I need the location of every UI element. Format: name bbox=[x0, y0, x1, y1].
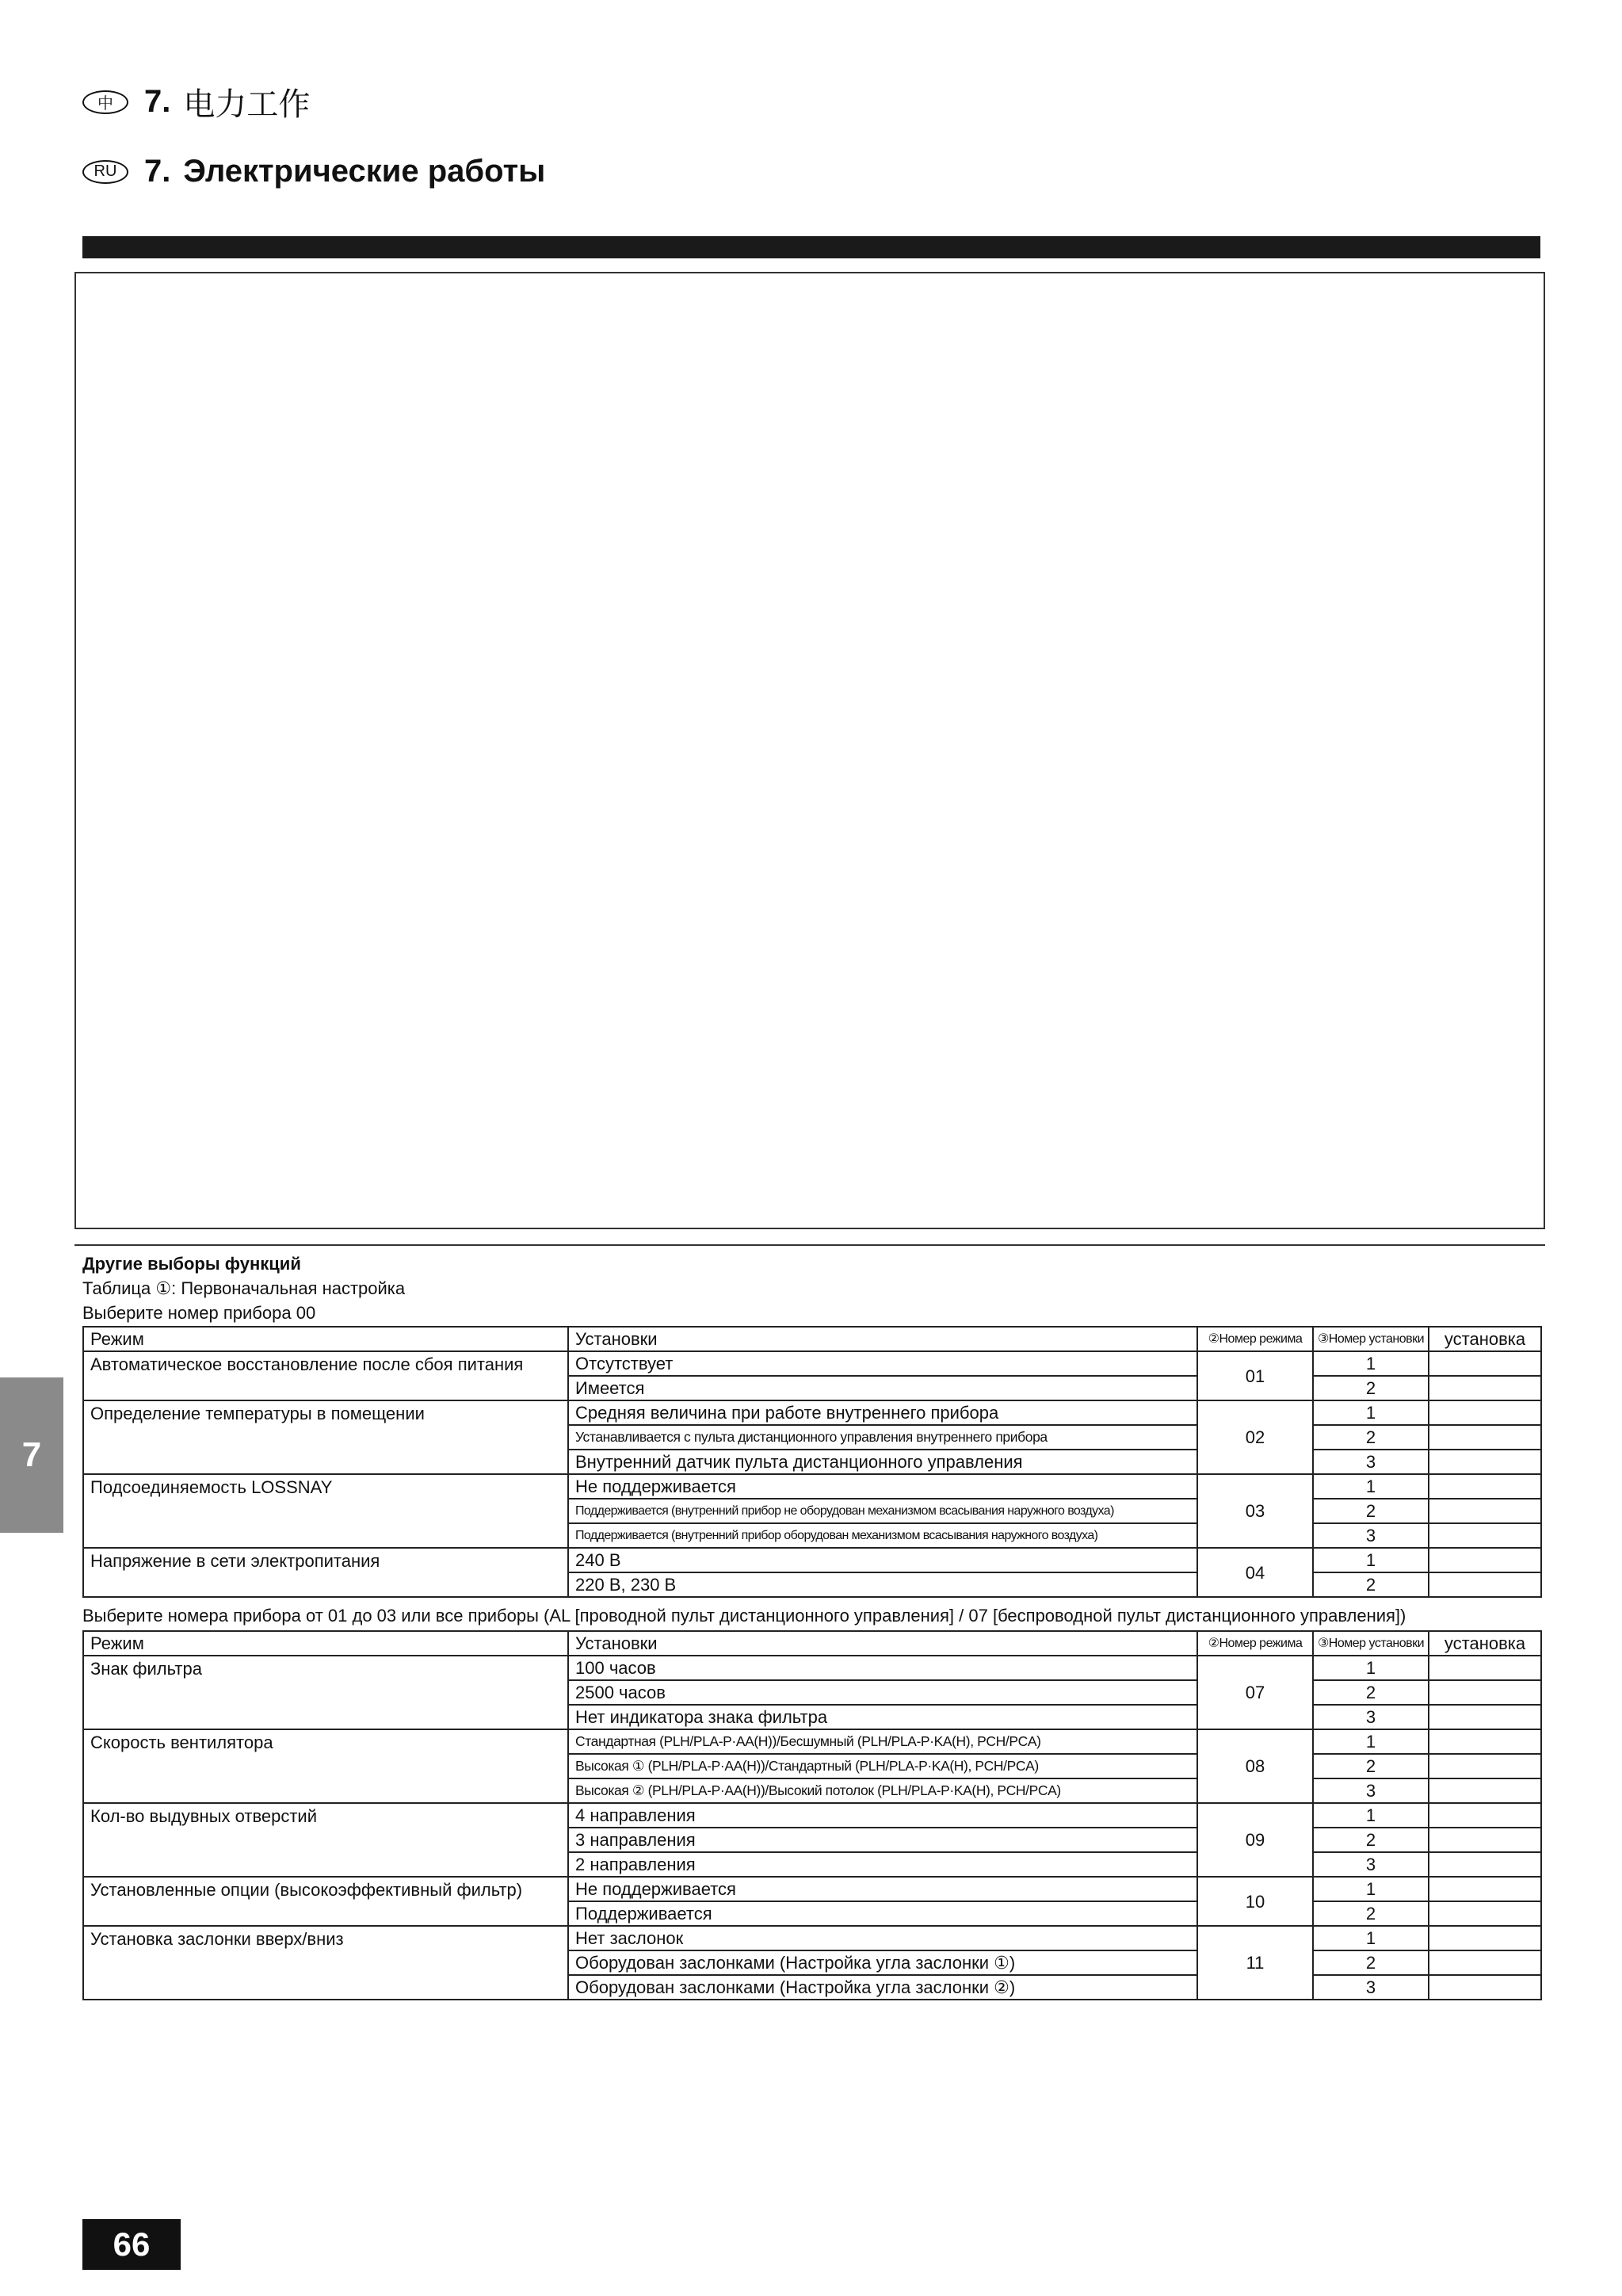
setting-number-cell: 1 bbox=[1313, 1803, 1429, 1828]
language-badge-zh: 中 bbox=[82, 90, 128, 114]
setting-number-cell: 1 bbox=[1313, 1926, 1429, 1950]
setting-cell: 4 направления bbox=[568, 1803, 1197, 1828]
col-install: установка bbox=[1429, 1327, 1541, 1351]
mode-number-cell: 02 bbox=[1197, 1400, 1313, 1474]
setting-cell: 3 направления bbox=[568, 1828, 1197, 1852]
mode-cell: Кол-во выдувных отверстий bbox=[83, 1803, 568, 1877]
section-number-ru: 7. bbox=[144, 154, 171, 189]
setting-cell: 2 направления bbox=[568, 1852, 1197, 1877]
install-check-cell[interactable] bbox=[1429, 1376, 1541, 1400]
install-check-cell[interactable] bbox=[1429, 1926, 1541, 1950]
col-mode: Режим bbox=[83, 1631, 568, 1656]
mode-cell: Автоматическое восстановление после сбоя питания bbox=[83, 1351, 568, 1400]
install-check-cell[interactable] bbox=[1429, 1351, 1541, 1376]
setting-number-cell: 1 bbox=[1313, 1351, 1429, 1376]
install-check-cell[interactable] bbox=[1429, 1778, 1541, 1803]
setting-cell: Поддерживается (внутренний прибор оборудован механизмом всасывания наружного воздуха) bbox=[568, 1523, 1197, 1548]
mode-cell: Определение температуры в помещении bbox=[83, 1400, 568, 1474]
unit-select-01-03: Выберите номера прибора от 01 до 03 или все приборы (AL [проводной пульт дистанционного управления] / 07 [беспроводной пульт дистанционного управления]) bbox=[82, 1606, 1406, 1626]
setting-cell: 240 В bbox=[568, 1548, 1197, 1572]
setting-cell: Внутренний датчик пульта дистанционного управления bbox=[568, 1450, 1197, 1474]
install-check-cell[interactable] bbox=[1429, 1450, 1541, 1474]
setting-cell: Не поддерживается bbox=[568, 1877, 1197, 1901]
col-setting-no: ③Номер установки bbox=[1313, 1327, 1429, 1351]
install-check-cell[interactable] bbox=[1429, 1425, 1541, 1450]
col-mode-no: ②Номер режима bbox=[1197, 1327, 1313, 1351]
function-table-2 bbox=[82, 1630, 1542, 2000]
setting-number-cell: 1 bbox=[1313, 1548, 1429, 1572]
setting-number-cell: 2 bbox=[1313, 1425, 1429, 1450]
col-mode-no: ②Номер режима bbox=[1197, 1631, 1313, 1656]
install-check-cell[interactable] bbox=[1429, 1548, 1541, 1572]
install-check-cell[interactable] bbox=[1429, 1705, 1541, 1729]
setting-number-cell: 3 bbox=[1313, 1705, 1429, 1729]
install-check-cell[interactable] bbox=[1429, 1680, 1541, 1705]
language-badge-ru: RU bbox=[82, 160, 128, 184]
install-check-cell[interactable] bbox=[1429, 1803, 1541, 1828]
setting-number-cell: 1 bbox=[1313, 1729, 1429, 1754]
table-row bbox=[83, 1400, 1541, 1425]
setting-cell: Стандартная (PLH/PLA-P·AA(H))/Бесшумный (PLH/PLA-P·KA(H), PCH/PCA) bbox=[568, 1729, 1197, 1754]
unit-select-00: Выберите номер прибора 00 bbox=[82, 1303, 316, 1323]
page-number: 66 bbox=[82, 2219, 181, 2270]
setting-cell: Средняя величина при работе внутреннего прибора bbox=[568, 1400, 1197, 1425]
col-settings: Установки bbox=[568, 1631, 1197, 1656]
header-bar bbox=[82, 236, 1540, 258]
install-check-cell[interactable] bbox=[1429, 1656, 1541, 1680]
mode-cell: Напряжение в сети электропитания bbox=[83, 1548, 568, 1597]
col-install: установка bbox=[1429, 1631, 1541, 1656]
mode-cell: Подсоединяемость LOSSNAY bbox=[83, 1474, 568, 1548]
table-caption: Таблица ①: Первоначальная настройка bbox=[82, 1278, 406, 1298]
table-row bbox=[83, 1877, 1541, 1901]
setting-number-cell: 2 bbox=[1313, 1572, 1429, 1597]
install-check-cell[interactable] bbox=[1429, 1754, 1541, 1778]
table-header-row bbox=[83, 1631, 1541, 1656]
setting-cell: 100 часов bbox=[568, 1656, 1197, 1680]
setting-number-cell: 3 bbox=[1313, 1450, 1429, 1474]
setting-cell: Не поддерживается bbox=[568, 1474, 1197, 1499]
setting-number-cell: 1 bbox=[1313, 1877, 1429, 1901]
function-table-1 bbox=[82, 1326, 1542, 1598]
mode-number-cell: 07 bbox=[1197, 1656, 1313, 1729]
section-header-zh bbox=[82, 79, 310, 124]
setting-number-cell: 2 bbox=[1313, 1499, 1429, 1523]
table-row bbox=[83, 1729, 1541, 1754]
setting-number-cell: 3 bbox=[1313, 1523, 1429, 1548]
section-header-ru bbox=[82, 154, 545, 189]
install-check-cell[interactable] bbox=[1429, 1499, 1541, 1523]
setting-cell: Нет индикатора знака фильтра bbox=[568, 1705, 1197, 1729]
setting-cell: Оборудован заслонками (Настройка угла заслонки ②) bbox=[568, 1975, 1197, 2000]
install-check-cell[interactable] bbox=[1429, 1828, 1541, 1852]
setting-number-cell: 3 bbox=[1313, 1852, 1429, 1877]
setting-cell: Оборудован заслонками (Настройка угла заслонки ①) bbox=[568, 1950, 1197, 1975]
table-row bbox=[83, 1656, 1541, 1680]
divider-line bbox=[74, 1244, 1545, 1246]
setting-cell: Высокая ① (PLH/PLA-P·AA(H))/Стандартный (PLH/PLA-P·KA(H), PCH/PCA) bbox=[568, 1754, 1197, 1778]
table-row bbox=[83, 1926, 1541, 1950]
install-check-cell[interactable] bbox=[1429, 1729, 1541, 1754]
install-check-cell[interactable] bbox=[1429, 1975, 1541, 2000]
col-mode: Режим bbox=[83, 1327, 568, 1351]
setting-number-cell: 3 bbox=[1313, 1975, 1429, 2000]
setting-number-cell: 3 bbox=[1313, 1778, 1429, 1803]
setting-number-cell: 2 bbox=[1313, 1950, 1429, 1975]
figure-frame bbox=[74, 272, 1545, 1229]
install-check-cell[interactable] bbox=[1429, 1523, 1541, 1548]
table-row bbox=[83, 1803, 1541, 1828]
mode-number-cell: 01 bbox=[1197, 1351, 1313, 1400]
mode-cell: Установленные опции (высокоэффективный фильтр) bbox=[83, 1877, 568, 1926]
setting-number-cell: 2 bbox=[1313, 1680, 1429, 1705]
table-row bbox=[83, 1474, 1541, 1499]
mode-cell: Установка заслонки вверх/вниз bbox=[83, 1926, 568, 2000]
mode-number-cell: 09 bbox=[1197, 1803, 1313, 1877]
chapter-tab: 7 bbox=[0, 1377, 63, 1533]
setting-cell: Поддерживается bbox=[568, 1901, 1197, 1926]
setting-number-cell: 2 bbox=[1313, 1754, 1429, 1778]
mode-number-cell: 11 bbox=[1197, 1926, 1313, 2000]
mode-number-cell: 08 bbox=[1197, 1729, 1313, 1803]
install-check-cell[interactable] bbox=[1429, 1474, 1541, 1499]
table-row bbox=[83, 1351, 1541, 1376]
install-check-cell[interactable] bbox=[1429, 1950, 1541, 1975]
setting-number-cell: 2 bbox=[1313, 1828, 1429, 1852]
setting-number-cell: 1 bbox=[1313, 1656, 1429, 1680]
mode-cell: Скорость вентилятора bbox=[83, 1729, 568, 1803]
setting-number-cell: 1 bbox=[1313, 1474, 1429, 1499]
mode-cell: Знак фильтра bbox=[83, 1656, 568, 1729]
mode-number-cell: 04 bbox=[1197, 1548, 1313, 1597]
setting-number-cell: 2 bbox=[1313, 1901, 1429, 1926]
setting-number-cell: 2 bbox=[1313, 1376, 1429, 1400]
section-number-zh: 7. bbox=[144, 84, 171, 119]
setting-cell: Высокая ② (PLH/PLA-P·AA(H))/Высокий потолок (PLH/PLA-P·KA(H), PCH/PCA) bbox=[568, 1778, 1197, 1803]
setting-number-cell: 1 bbox=[1313, 1400, 1429, 1425]
col-settings: Установки bbox=[568, 1327, 1197, 1351]
install-check-cell[interactable] bbox=[1429, 1852, 1541, 1877]
setting-cell: Имеется bbox=[568, 1376, 1197, 1400]
table-row bbox=[83, 1548, 1541, 1572]
install-check-cell[interactable] bbox=[1429, 1877, 1541, 1901]
setting-cell: 220 В, 230 В bbox=[568, 1572, 1197, 1597]
install-check-cell[interactable] bbox=[1429, 1572, 1541, 1597]
setting-cell: 2500 часов bbox=[568, 1680, 1197, 1705]
install-check-cell[interactable] bbox=[1429, 1901, 1541, 1926]
install-check-cell[interactable] bbox=[1429, 1400, 1541, 1425]
setting-cell: Поддерживается (внутренний прибор не оборудован механизмом всасывания наружного воздуха) bbox=[568, 1499, 1197, 1523]
setting-cell: Отсутствует bbox=[568, 1351, 1197, 1376]
setting-cell: Нет заслонок bbox=[568, 1926, 1197, 1950]
mode-number-cell: 03 bbox=[1197, 1474, 1313, 1548]
section-title-ru: Электрические работы bbox=[183, 154, 546, 189]
section-title-zh: 电力工作 bbox=[183, 87, 311, 122]
setting-cell: Устанавливается с пульта дистанционного управления внутреннего прибора bbox=[568, 1425, 1197, 1450]
mode-number-cell: 10 bbox=[1197, 1877, 1313, 1926]
other-functions-title: Другие выборы функций bbox=[82, 1254, 301, 1274]
col-setting-no: ③Номер установки bbox=[1313, 1631, 1429, 1656]
table-header-row bbox=[83, 1327, 1541, 1351]
